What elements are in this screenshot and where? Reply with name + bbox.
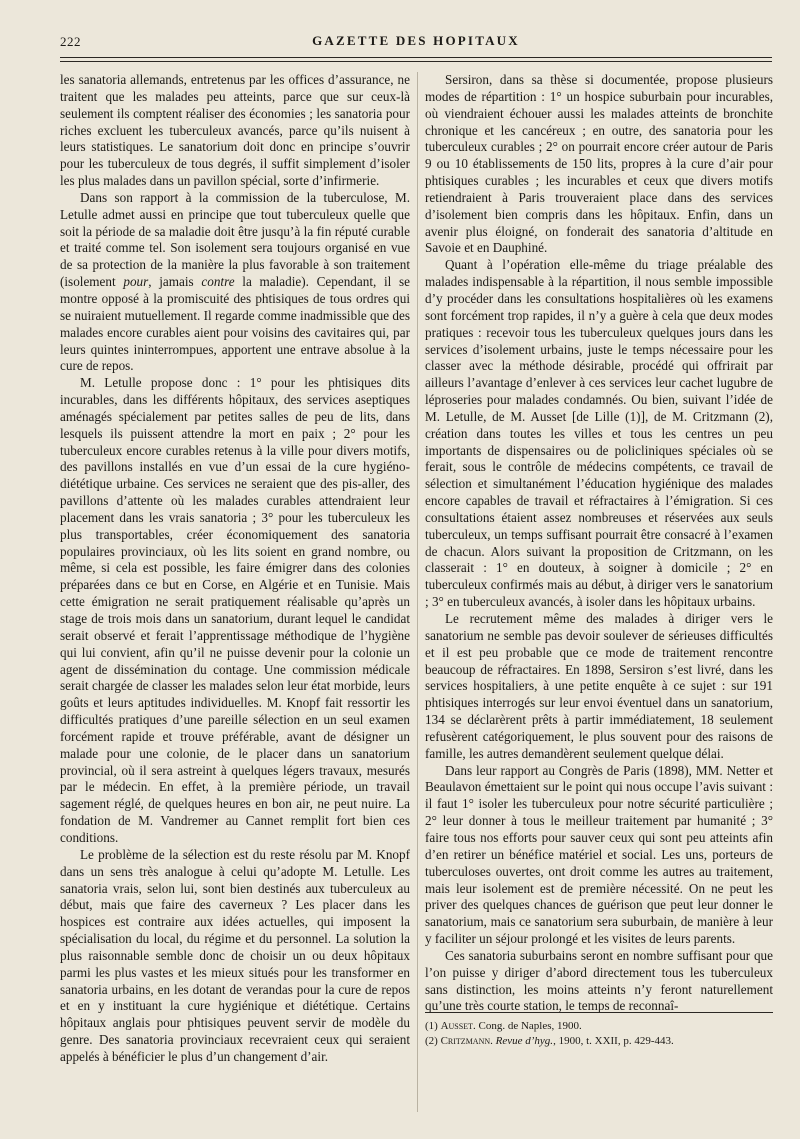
paragraph: M. Letulle propose donc : 1° pour les phtisiques dits incurables, dans les différents hôpitaux, des services aseptiques aménagés spécialement par petites salles de peu de lits, dans lesquels ils puissent attendre la mort en paix ; 2° pour les tuberculeux encore curables retenus à la ville pour divers motifs, des pavillons installés en vue d’un essai de la cure hygiéno-diététique urbaine. Ces services ne seraient que des pis-aller, des pavillons d’attente où les malades curables attendraient leur placement dans les vrais sanatoria ; 3° pour les tuberculeux les plus transportables, créer économiquement des sanatoria populaires provinciaux, où les lits soient en grand nombre, ou même, si cela est possible, les faire émigrer dans des colonies préparées dans ce but en Corse, en Algérie et en Tunisie. Mais cette émigration ne serait pratiquement réalisable qu’après un stage de trois mois dans un sanatorium, durant lequel le candidat serait observé et ferait l’apprentissage méthodique de l’hygiène qui lui convient, afin qu’il ne puisse devenir pour la colonie un agent de dissémination du contage. Une commission médicale serait chargée de classer les malades selon leur état morbide, leurs goûts et leurs aptitudes individuelles. M. Knopf fait ressortir les difficultés pratiques d’une pareille sélection en un seul examen forcément rapide et trouve préférable, avant de désigner un malade pour une colonie, de le placer dans un sanatorium provincial, où il sera astreint à quelques légers travaux, mesurés par le médecin. En effet, à la première période, un travail sagement réglé, de quelques heures en bon air, ne peut nuire. La fondation de M. Vandremer au Cannet remplit fort bien ces conditions. (60, 375, 410, 845)
paragraph: Ces sanatoria suburbains seront en nombre suffisant pour que l’on puisse y diriger d’abord directement tous les tuberculeux sans distinction, les moins atteints n’y feront naturellement qu’une très courte station, le temps de reconnaî- (425, 947, 773, 1014)
footnote-number: (2) (425, 1035, 438, 1047)
footnote-author: Ausset. (440, 1020, 476, 1032)
text-run: Dans son rapport à la commission de la tuberculose, M. Letulle admet aussi en principe que tout tuberculeux quelle que soit la période de sa maladie doit être jusqu’à la fin réputé curable et traité comme tel. Son isolement sera toujours organisé en vue de sa protection de la manière la plus favorable à son traitement (isolement (60, 189, 410, 290)
paragraph: Quant à l’opération elle-même du triage préalable des malades indispensable à la répartition, il nous semble impossible d’y procéder dans les consultations hospitalières où les examens sont forcément trop rapides, il n’y a guère à cela que deux modes pratiques : recevoir tous les tuberculeux quelques jours dans les services d’isolement urbains, juste le temps nécessaire pour les classer avec la méthode désirable, procédé qui offrirait par ailleurs l’avantage d’enlever à ces services leur cachet lugubre de léproseries pour malades condamnés. Ou bien, suivant l’idée de M. Letulle, de M. Ausset [de Lille (1)], de M. Critzmann (2), création dans toutes les villes et tous les centres un peu importants de dispensaires ou de policliniques spéciales où se ferait, sous le contrôle de médecins compétents, ce travail de sélection et simultanément l’éducation hygiénique des malades encore capables de travail et réfractaires à l’émigration. Si ces consultations étaient assez nombreuses et réservées aux seuls tuberculeux, un temps suffisant pourrait être consacré à l’examen de chacun. Alors suivant la proposition de Critzmann, on les classerait : 1° en douteux, à soigner à domicile ; 2° en tuberculeux confirmés mais au début, à diriger vers le sanatorium ; 3° en tuberculeux avancés, à isoler dans les hôpitaux urbains. (425, 257, 773, 610)
footnote-1 (425, 1019, 773, 1034)
footnote-journal: Revue d’hyg. (495, 1035, 554, 1047)
header-rule (60, 57, 772, 62)
text-run: la maladie). Cependant, il se montre opposé à la promiscuité des phtisiques de tous ordres qui se nuiraient mutuellement. Il regarde comme inadmissible que des malades encore curables aient pour voisins des cavitaires qui, par leurs quintes ininterrompues, apportent une entrave absolue à la cure de repos. (60, 274, 410, 374)
footnotes (425, 1012, 773, 1049)
paragraph: Sersiron, dans sa thèse si documentée, propose plusieurs modes de répartition : 1° un hospice suburbain pour incurables, où viendraient échouer aussi les malades atteints de bronchite chronique et les cancéreux ; en outre, des sanatoria pour les tuberculeux curables ; 2° on pourrait encore créer autour de Paris 9 ou 10 établissements de 150 lits, propres à la cure d’air pour phtisiques curables ; les incurables et ceux que divers motifs retiendraient à Paris trouveraient place dans des services d’isolement bien compris dans les hôpitaux. Enfin, dans un avenir plus éloigné, on fonderait des sanatoria d’altitude en Savoie et en Dauphiné. (425, 72, 773, 256)
footnote-2 (425, 1034, 773, 1049)
running-head (60, 30, 772, 54)
footnote-number: (1) (425, 1020, 438, 1032)
paragraph: Le recrutement même des malades à diriger vers le sanatorium ne semble pas devoir soulever de sérieuses difficultés et il est peu probable que ce mode de traitement rencontre beaucoup de réfractaires. En 1898, Sersiron s’est livré, dans les services hospitaliers, à une petite enquête à ce sujet : sur 191 phtisiques interrogés sur leur envoi éventuel dans un sanatorium, 134 se déclarèrent prêts à partir immédiatement, 18 seulement refusèrent catégoriquement, le plus souvent pour des raisons de famille, les autres demandèrent seulement quelque délai. (425, 611, 773, 761)
paragraph: les sanatoria allemands, entretenus par les offices d’assurance, ne traitent que les malades peu atteints, parce que sur ceux-là seulement ils comptent réaliser des économies ; les sanatoria pour riches excluent les tuberculeux avancés, parce qu’ils nuisent à leurs statistiques. Le sanatorium doit donc en principe s’ouvrir pour les tuberculeux de tous degrés, il suffit simplement d’isoler les plus malades dans un pavillon spécial, sorte d’infirmerie. (60, 72, 410, 189)
page-number: 222 (60, 34, 81, 49)
paragraph (60, 190, 410, 375)
emphasis: pour (123, 274, 149, 290)
right-column (425, 72, 773, 1015)
footnote-text: , 1900, t. XXII, p. 429-443. (553, 1035, 674, 1047)
column-divider (417, 72, 418, 1112)
text-run: , jamais (148, 274, 202, 290)
footnote-text: Cong. de Naples, 1900. (478, 1020, 582, 1032)
emphasis: contre (201, 274, 235, 290)
paragraph: Le problème de la sélection est du reste résolu par M. Knopf dans un sens très analogue à celui qu’adopte M. Letulle. Les sanatoria vrais, selon lui, sont bien destinés aux tuberculeux au début, mais que faire des caverneux ? Les placer dans les hospices est contraire aux idées actuelles, qui imposent la spécialisation du local, du régime et du personnel. La solution la plus raisonnable semble donc de choisir un ou deux hôpitaux parmi les plus vastes et les mieux situés pour les transformer en sanatoria urbains, en les dotant de verandas pour la cure de repos et en y instituant la cure hygiénique et diététique. Certains hôpitaux anglais pour phtisiques peuvent servir de modèle du genre. Des sanatoria provinciaux recevraient ceux qui seraient appelés à bénéficier le plus d’un changement d’air. (60, 846, 410, 1064)
left-column (60, 72, 410, 1066)
footnote-author: Critzmann. (440, 1035, 493, 1047)
journal-title: GAZETTE DES HOPITAUX (312, 33, 520, 48)
paragraph: Dans leur rapport au Congrès de Paris (1898), MM. Netter et Beaulavon émettaient sur le point qui nous occupe l’avis suivant : il faut 1° isoler les tuberculeux pour notre sécurité particulière ; 2° leur donner à tous le meilleur traitement par humanité ; 3° faire tous nos efforts pour sauver ceux qui sont peu atteints afin d’en retirer un bénéfice matériel et social. Les uns, porteurs de tuberculoses ouvertes, ont droit comme les autres au traitement, mais leur isolement est de première nécessité. On ne peut les priver des quelques chances de guérison que peut leur donner le sanatorium, mais ce sanatorium sera suburbain, de manière à leur y faciliter un séjour prolongé et les visites de leurs parents. (425, 762, 773, 947)
